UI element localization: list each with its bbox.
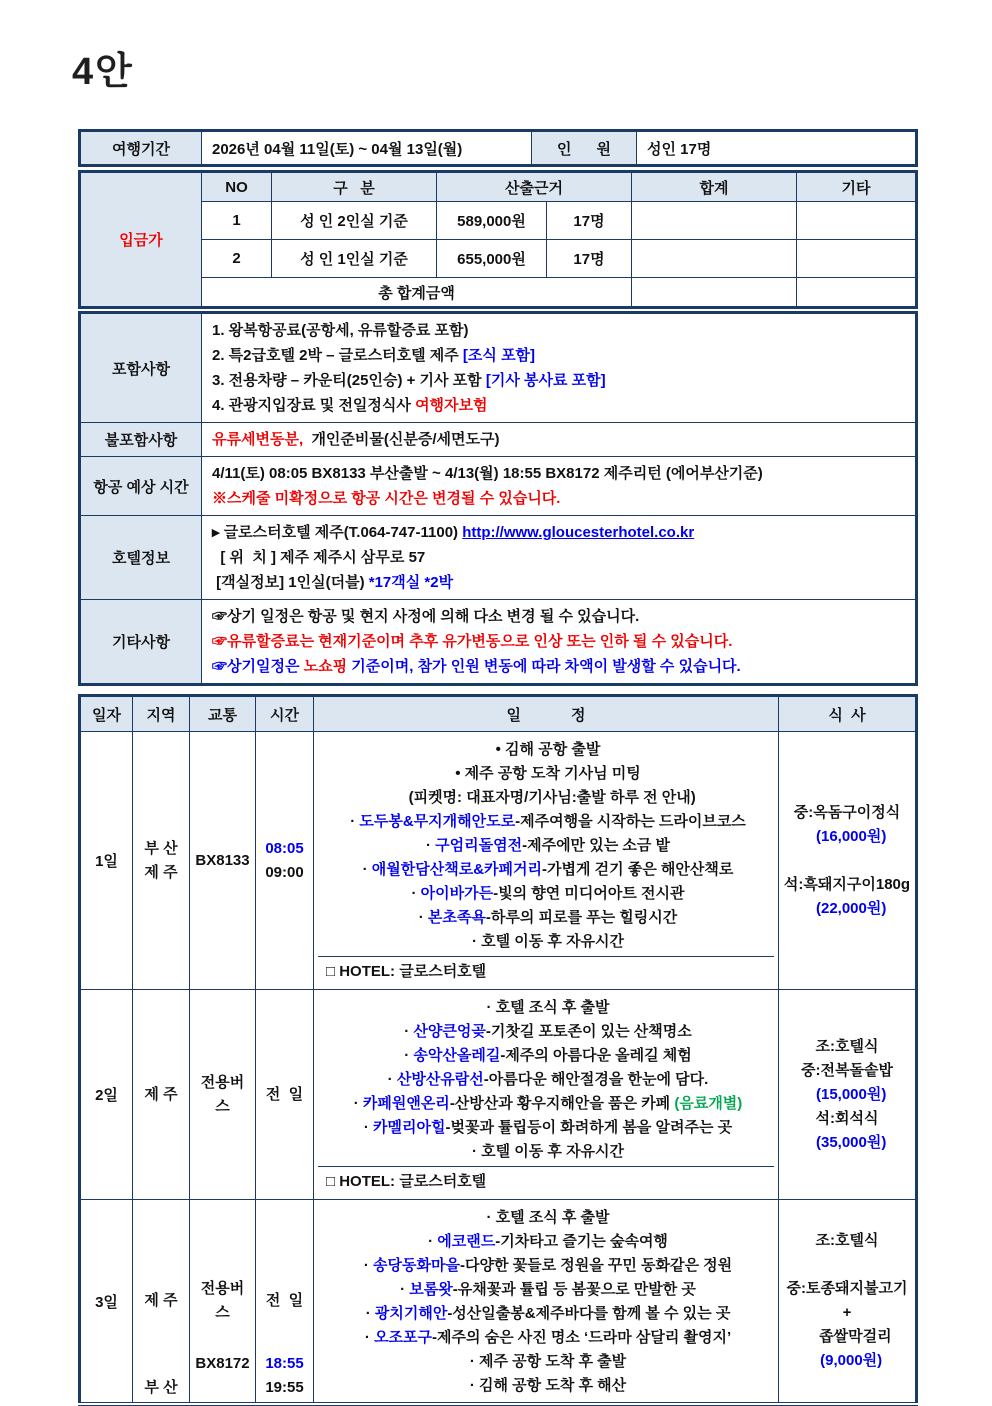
hotel-info-content (202, 516, 917, 600)
text-segment: 전 일 (265, 1085, 304, 1103)
text-segment: 카멜리아힐 (373, 1119, 446, 1136)
info-row-exclusions (80, 423, 917, 457)
day-schedule-cell (314, 1200, 779, 1405)
text-line (326, 1374, 770, 1398)
text-segment: -산방산과 황우지해안을 품은 카페 (449, 1095, 675, 1112)
col-header-total: 합계 (632, 172, 797, 202)
text-line (212, 343, 905, 368)
text-segment: ▸ 글로스터호텔 제주(T.064-747-1100) (212, 524, 463, 541)
price-row-total (632, 240, 797, 278)
text-segment: -가볍게 걷기 좋은 해안산책로 (542, 861, 734, 878)
text-segment: · (364, 1329, 375, 1346)
col-header-transport: 교통 (190, 696, 256, 732)
text-segment: 09:00 (265, 863, 304, 881)
text-segment: 여행자보험 (415, 397, 488, 414)
day-time (256, 990, 314, 1200)
text-line (326, 810, 770, 834)
text-line (326, 1068, 770, 1092)
trip-period-value: 2026년 04월 11일(토) ~ 04월 13일(월) (202, 131, 532, 166)
col-header-basis: 산출근거 (437, 172, 632, 202)
day-time (256, 1200, 314, 1405)
pax-label: 인 원 (532, 131, 637, 166)
text-line (326, 882, 770, 906)
text-segment: + (842, 1304, 852, 1321)
text-line (783, 1253, 911, 1277)
text-segment: · (418, 909, 428, 926)
text-line (326, 930, 770, 954)
day-schedule-cell (314, 732, 779, 990)
text-segment: -제주의 숨은 사진 명소 ‘드라마 삼달리 촬영지’ (431, 1329, 732, 1346)
text-segment: · 호텔 조식 후 출발 (486, 1209, 610, 1226)
text-segment: ☞유류할증료는 현재기준이며 추후 유가변동으로 인상 또는 인하 될 수 있습니다. (212, 633, 733, 650)
text-segment: 08:05 (265, 839, 304, 857)
text-line (783, 825, 911, 849)
text-segment: 제 주 (144, 863, 178, 881)
day-transport (190, 1200, 256, 1405)
text-segment: · 제주 공항 도착 후 출발 (469, 1353, 627, 1370)
text-line (783, 1131, 911, 1155)
text-line (212, 318, 905, 343)
text-line (194, 849, 251, 873)
text-segment: 부 산 (144, 839, 178, 857)
price-row-total (632, 202, 797, 240)
price-row-category: 성 인 1인실 기준 (272, 240, 437, 278)
text-segment: □ HOTEL: 글로스터호텔 (326, 963, 487, 980)
text-line (326, 1140, 770, 1164)
text-line (326, 1020, 770, 1044)
text-segment: 전 일 (265, 1292, 304, 1309)
text-line (783, 801, 911, 825)
text-segment: 전용버스 (200, 1073, 245, 1115)
text-segment: [ 위 치 ] 제주 제주시 삼무로 57 (212, 549, 426, 566)
text-line (326, 1350, 770, 1374)
text-line (783, 873, 911, 897)
text-segment: 2. 특2급호텔 2박 – 글로스터호텔 제주 (212, 347, 463, 364)
text-line (326, 1206, 770, 1230)
col-header-time: 시간 (256, 696, 314, 732)
day-transport (190, 732, 256, 990)
text-segment: -기찻길 포토존이 있는 산책명소 (485, 1023, 692, 1040)
info-row-hotel (80, 516, 917, 600)
page-title: 4안 (72, 51, 134, 93)
text-segment: 3. 전용차량 – 카운티(25인승) + 기사 포함 (212, 372, 486, 389)
day-schedule (318, 1202, 774, 1400)
text-segment: · (428, 1233, 438, 1250)
text-segment: 보롬왓 (409, 1281, 453, 1298)
text-segment: 산방산유람선 (396, 1071, 484, 1088)
text-segment: 제 주 (144, 1292, 178, 1309)
day-transport (190, 990, 256, 1200)
text-segment: ※스케줄 미확정으로 항공 시간은 변경될 수 있습니다. (212, 490, 561, 507)
text-segment: 4/11(토) 08:05 BX8133 부산출발 ~ 4/13(월) 18:55 BX8172 제주리턴 (에어부산기준) (212, 465, 763, 482)
text-line (260, 1083, 309, 1107)
hotel-website-link[interactable]: http://www.gloucesterhotel.co.kr (462, 524, 695, 541)
text-segment: • 김해 공항 출발 (495, 741, 601, 758)
flight-time-content (202, 457, 917, 516)
day-meals (779, 990, 917, 1200)
hotel-info-label: 호텔정보 (80, 516, 202, 600)
text-segment: -하루의 피로를 푸는 힐링시간 (485, 909, 678, 926)
text-line (783, 1083, 911, 1107)
info-table (78, 311, 918, 686)
text-line (326, 738, 770, 762)
text-segment: 부 산 (144, 1379, 178, 1396)
text-segment: (35,000원) (807, 1133, 887, 1151)
text-segment: -빛의 향연 미디어아트 전시관 (493, 885, 685, 902)
text-line (783, 897, 911, 921)
price-row-pax: 17명 (547, 240, 632, 278)
col-header-no: NO (202, 172, 272, 202)
text-segment: · (353, 1095, 363, 1112)
exclusions-content (202, 423, 917, 457)
text-segment: 송당동화마을 (373, 1257, 460, 1274)
text-line (212, 393, 905, 418)
text-segment: · (365, 1305, 375, 1322)
text-segment: 좁쌀막걸리 (802, 1328, 892, 1345)
info-row-inclusions (80, 313, 917, 423)
text-line (326, 834, 770, 858)
text-segment: 조:호텔식 (815, 1037, 879, 1055)
text-line (783, 1229, 911, 1253)
text-line (783, 1059, 911, 1083)
deposit-price-label: 입금가 (80, 172, 202, 308)
text-segment: · (362, 861, 372, 878)
text-line (212, 545, 905, 570)
text-segment: ☞상기 일정은 항공 및 현지 사정에 의해 다소 변경 될 수 있습니다. (212, 608, 640, 625)
document-page (72, 0, 915, 1406)
text-line (212, 427, 905, 452)
text-segment: -다양한 꽃들로 정원을 꾸민 동화같은 정원 (459, 1257, 733, 1274)
text-line (212, 604, 905, 629)
col-header-schedule: 일 정 (314, 696, 779, 732)
trip-summary-table (78, 129, 918, 167)
pricing-table (78, 170, 918, 309)
day-schedule (318, 734, 774, 956)
price-row-category: 성 인 2인실 기준 (272, 202, 437, 240)
text-segment: -유채꽃과 튤립 등 봄꽃으로 만발한 곳 (452, 1281, 696, 1298)
text-segment: *17객실 *2박 (368, 574, 454, 591)
text-segment: (음료개별) (674, 1095, 743, 1112)
text-line (190, 1352, 255, 1376)
hotel-row (318, 1166, 774, 1197)
text-line (783, 1277, 911, 1301)
grand-total-etc (797, 278, 917, 308)
text-line (190, 1376, 255, 1400)
text-segment: 송악산올레길 (413, 1047, 501, 1064)
itinerary-day-2-row (80, 990, 917, 1200)
pricing-total-row (80, 278, 917, 308)
text-segment: [조식 포함] (462, 347, 536, 364)
text-segment: 전용버스 (200, 1280, 245, 1321)
grand-total-label: 총 합계금액 (202, 278, 632, 308)
text-line (326, 1326, 770, 1350)
text-line (212, 654, 905, 679)
text-segment: 석:회석식 (815, 1109, 879, 1127)
text-segment: 도두봉&무지개해안도로 (359, 813, 516, 830)
text-segment: -기차타고 즐기는 숲속여행 (495, 1233, 668, 1250)
text-segment: · 호텔 조식 후 출발 (486, 999, 610, 1016)
text-line (326, 1092, 770, 1116)
text-line (260, 837, 309, 861)
text-line (137, 837, 185, 861)
text-segment: 19:55 (265, 1379, 304, 1396)
text-line (326, 1278, 770, 1302)
text-segment: · (387, 1071, 397, 1088)
day-region (133, 990, 190, 1200)
price-row-etc (797, 202, 917, 240)
flight-time-label: 항공 예상 시간 (80, 457, 202, 516)
text-segment: 석:흑돼지구이180g (783, 875, 911, 893)
hotel-row (318, 956, 774, 987)
text-segment: 유류세변동분, (212, 431, 304, 448)
text-segment: -제주에만 있는 소금 밭 (522, 837, 671, 854)
text-line (783, 1325, 911, 1349)
text-segment: -제주의 아름다운 올레길 체험 (500, 1047, 692, 1064)
text-line (326, 1254, 770, 1278)
text-segment: 18:55 (265, 1355, 304, 1372)
text-line (133, 1352, 189, 1376)
text-segment: · (425, 837, 436, 854)
text-line (783, 849, 911, 873)
text-segment: · 호텔 이동 후 자유시간 (471, 1143, 625, 1160)
text-segment: 제 주 (144, 1085, 178, 1103)
text-line (137, 1083, 185, 1107)
col-header-date: 일자 (80, 696, 133, 732)
text-line (326, 1302, 770, 1326)
text-segment: 오조포구 (374, 1329, 432, 1346)
text-line (133, 1376, 189, 1400)
day-label: 1일 (80, 732, 133, 990)
text-segment: · (404, 1047, 414, 1064)
text-segment: (피켓명: 대표자명/기사님:출발 하루 전 안내) (400, 789, 696, 806)
grand-total-value (632, 278, 797, 308)
text-segment: 중:전복돌솥밥 (801, 1061, 893, 1079)
text-segment: 애월한담산책로&카페거리 (371, 861, 542, 878)
text-line (326, 858, 770, 882)
text-segment: -성산일출봉&제주바다를 함께 볼 수 있는 곳 (447, 1305, 731, 1322)
text-line (194, 1071, 251, 1119)
text-segment: (22,000원) (807, 899, 887, 917)
text-line (326, 906, 770, 930)
text-segment: (16,000원) (807, 827, 887, 845)
text-segment: · (363, 1257, 374, 1274)
price-row-pax: 17명 (547, 202, 632, 240)
text-segment: · (363, 1119, 374, 1136)
text-line (194, 1277, 251, 1325)
day-label: 3일 (80, 1200, 133, 1405)
text-segment: -벚꽃과 튤립등이 화려하게 봄을 알려주는 곳 (445, 1119, 733, 1136)
text-line (783, 1035, 911, 1059)
trip-period-label: 여행기간 (80, 131, 202, 166)
text-segment: · (411, 885, 421, 902)
price-row-etc (797, 240, 917, 278)
text-segment: 카페원앤온리 (362, 1095, 450, 1112)
text-line (783, 1107, 911, 1131)
inclusions-label: 포함사항 (80, 313, 202, 423)
price-row-no: 1 (202, 202, 272, 240)
text-segment: 1. 왕복항공료(공항세, 유류할증료 포함) (212, 322, 469, 339)
pax-value: 성인 17명 (637, 131, 917, 166)
text-line (256, 1352, 313, 1376)
col-header-category: 구 분 (272, 172, 437, 202)
text-segment: [객실정보] 1인실(더블) (212, 574, 369, 591)
text-segment: 중:옥돔구이정식 (793, 803, 901, 821)
text-segment: · 김해 공항 도착 후 해산 (469, 1377, 627, 1394)
text-segment: ☞상기일정은 (212, 658, 304, 675)
text-segment: • 제주 공항 도착 기사님 미팅 (455, 765, 641, 782)
text-line (137, 861, 185, 885)
text-segment: 구엄리돌염전 (435, 837, 523, 854)
price-row-price: 589,000원 (437, 202, 547, 240)
col-header-region: 지역 (133, 696, 190, 732)
day-schedule (318, 992, 774, 1166)
text-line (137, 1289, 185, 1313)
pricing-row (80, 240, 917, 278)
text-segment: 개인준비물(신분증/세면도구) (303, 431, 500, 448)
text-segment: · (400, 1281, 410, 1298)
text-line (326, 1044, 770, 1068)
inclusions-content (202, 313, 917, 423)
itinerary-table (78, 694, 918, 1406)
text-line (326, 786, 770, 810)
text-line (326, 1230, 770, 1254)
text-line (260, 861, 309, 885)
price-row-price: 655,000원 (437, 240, 547, 278)
notes-label: 기타사항 (80, 600, 202, 685)
info-row-flight (80, 457, 917, 516)
text-line (212, 629, 905, 654)
text-segment: 에코랜드 (437, 1233, 496, 1250)
day-region (133, 732, 190, 990)
text-segment: 광치기해안 (374, 1305, 448, 1322)
text-segment: · (350, 813, 360, 830)
text-segment: 중:토종돼지불고기 (786, 1280, 908, 1297)
notes-content (202, 600, 917, 685)
text-segment: BX8133 (195, 851, 250, 869)
text-line (256, 1376, 313, 1400)
text-segment: □ HOTEL: 글로스터호텔 (326, 1173, 487, 1190)
text-segment: -제주여행을 시작하는 드라이브코스 (515, 813, 746, 830)
text-segment: 산양큰엉곶 (413, 1023, 486, 1040)
text-segment: 4. 관광지입장료 및 전일정식사 (212, 397, 416, 414)
day-region (133, 1200, 190, 1405)
day-label: 2일 (80, 990, 133, 1200)
text-line (326, 762, 770, 786)
text-segment: 아이바가든 (420, 885, 494, 902)
day-time (256, 732, 314, 990)
day-meals (779, 732, 917, 990)
text-segment: 기준이며, 참가 인원 변동에 따라 차액이 발생할 수 있습니다. (347, 658, 741, 675)
exclusions-label: 불포함사항 (80, 423, 202, 457)
text-line (326, 1116, 770, 1140)
day-schedule-cell (314, 990, 779, 1200)
itinerary-day-3-row (80, 1200, 917, 1405)
text-segment: 본초족욕 (427, 909, 486, 926)
info-row-notes (80, 600, 917, 685)
text-segment: BX8172 (195, 1355, 250, 1372)
text-line (260, 1289, 309, 1313)
text-line (212, 486, 905, 511)
col-header-meal: 식 사 (779, 696, 917, 732)
text-line (212, 461, 905, 486)
itinerary-day-1-row (80, 732, 917, 990)
text-segment: (15,000원) (807, 1085, 887, 1103)
text-segment: [기사 봉사료 포함] (485, 372, 606, 389)
text-line (212, 520, 905, 545)
day-meals (779, 1200, 917, 1405)
col-header-etc: 기타 (797, 172, 917, 202)
pricing-row (80, 202, 917, 240)
text-line (212, 368, 905, 393)
text-line (212, 570, 905, 595)
price-row-no: 2 (202, 240, 272, 278)
text-segment: (9,000원) (811, 1352, 883, 1369)
text-segment: 노쇼핑 (303, 658, 348, 675)
text-segment: · 호텔 이동 후 자유시간 (471, 933, 625, 950)
text-line (326, 996, 770, 1020)
text-line (783, 1301, 911, 1325)
text-segment: 조:호텔식 (815, 1232, 879, 1249)
text-line (783, 1349, 911, 1373)
text-segment: -아름다운 해안절경을 한눈에 담다. (483, 1071, 709, 1088)
text-segment: · (404, 1023, 414, 1040)
